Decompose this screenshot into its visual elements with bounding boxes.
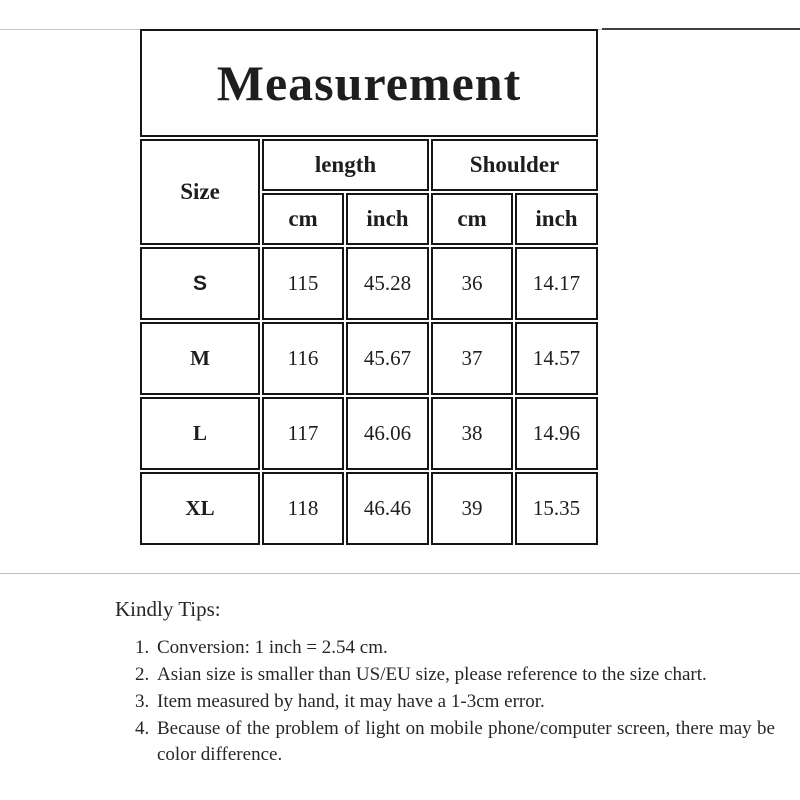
tips-heading: Kindly Tips:	[115, 597, 221, 621]
shoulder-cm-value: 36	[431, 247, 513, 320]
size-label: L	[140, 397, 260, 470]
length-cm-value: 117	[262, 397, 344, 470]
column-group-shoulder: Shoulder	[431, 139, 598, 191]
length-inch-value: 45.67	[346, 322, 429, 395]
length-cm-value: 118	[262, 472, 344, 545]
shoulder-cm-value: 39	[431, 472, 513, 545]
tip-item-color-difference: 4. Because of the problem of light on mobile phone/computer screen, there may be color difference.	[154, 716, 775, 768]
length-inch-value: 46.06	[346, 397, 429, 470]
size-label: S	[140, 247, 260, 320]
shoulder-cm-value: 38	[431, 397, 513, 470]
size-label: M	[140, 322, 260, 395]
length-inch-value: 46.46	[346, 472, 429, 545]
table-row-s	[140, 247, 598, 320]
tip-item-asian-size: 2. Asian size is smaller than US/EU size, please reference to the size chart.	[154, 662, 775, 688]
table-row-l	[140, 397, 598, 470]
table-title-row	[140, 29, 598, 137]
measurement-table	[138, 27, 600, 547]
shoulder-inch-value: 14.57	[515, 322, 598, 395]
bottom-divider-line	[0, 573, 800, 574]
shoulder-inch-value: 14.17	[515, 247, 598, 320]
shoulder-cm-value: 37	[431, 322, 513, 395]
table-title: Measurement	[140, 29, 598, 137]
table-row-xl	[140, 472, 598, 545]
column-header-size: Size	[140, 139, 260, 245]
tip-item-measure-error: 3. Item measured by hand, it may have a 1-3cm error.	[154, 689, 775, 715]
column-header-length-cm: cm	[262, 193, 344, 245]
column-group-length: length	[262, 139, 429, 191]
tips-section	[115, 597, 775, 769]
size-label: XL	[140, 472, 260, 545]
column-header-shoulder-cm: cm	[431, 193, 513, 245]
length-inch-value: 45.28	[346, 247, 429, 320]
column-header-shoulder-inch: inch	[515, 193, 598, 245]
length-cm-value: 115	[262, 247, 344, 320]
shoulder-inch-value: 15.35	[515, 472, 598, 545]
table-header-row-groups	[140, 139, 598, 191]
top-right-divider-line	[602, 28, 800, 30]
table-row-m	[140, 322, 598, 395]
length-cm-value: 116	[262, 322, 344, 395]
shoulder-inch-value: 14.96	[515, 397, 598, 470]
tip-item-conversion: 1. Conversion: 1 inch = 2.54 cm.	[154, 635, 775, 661]
tips-list	[115, 635, 775, 768]
column-header-length-inch: inch	[346, 193, 429, 245]
